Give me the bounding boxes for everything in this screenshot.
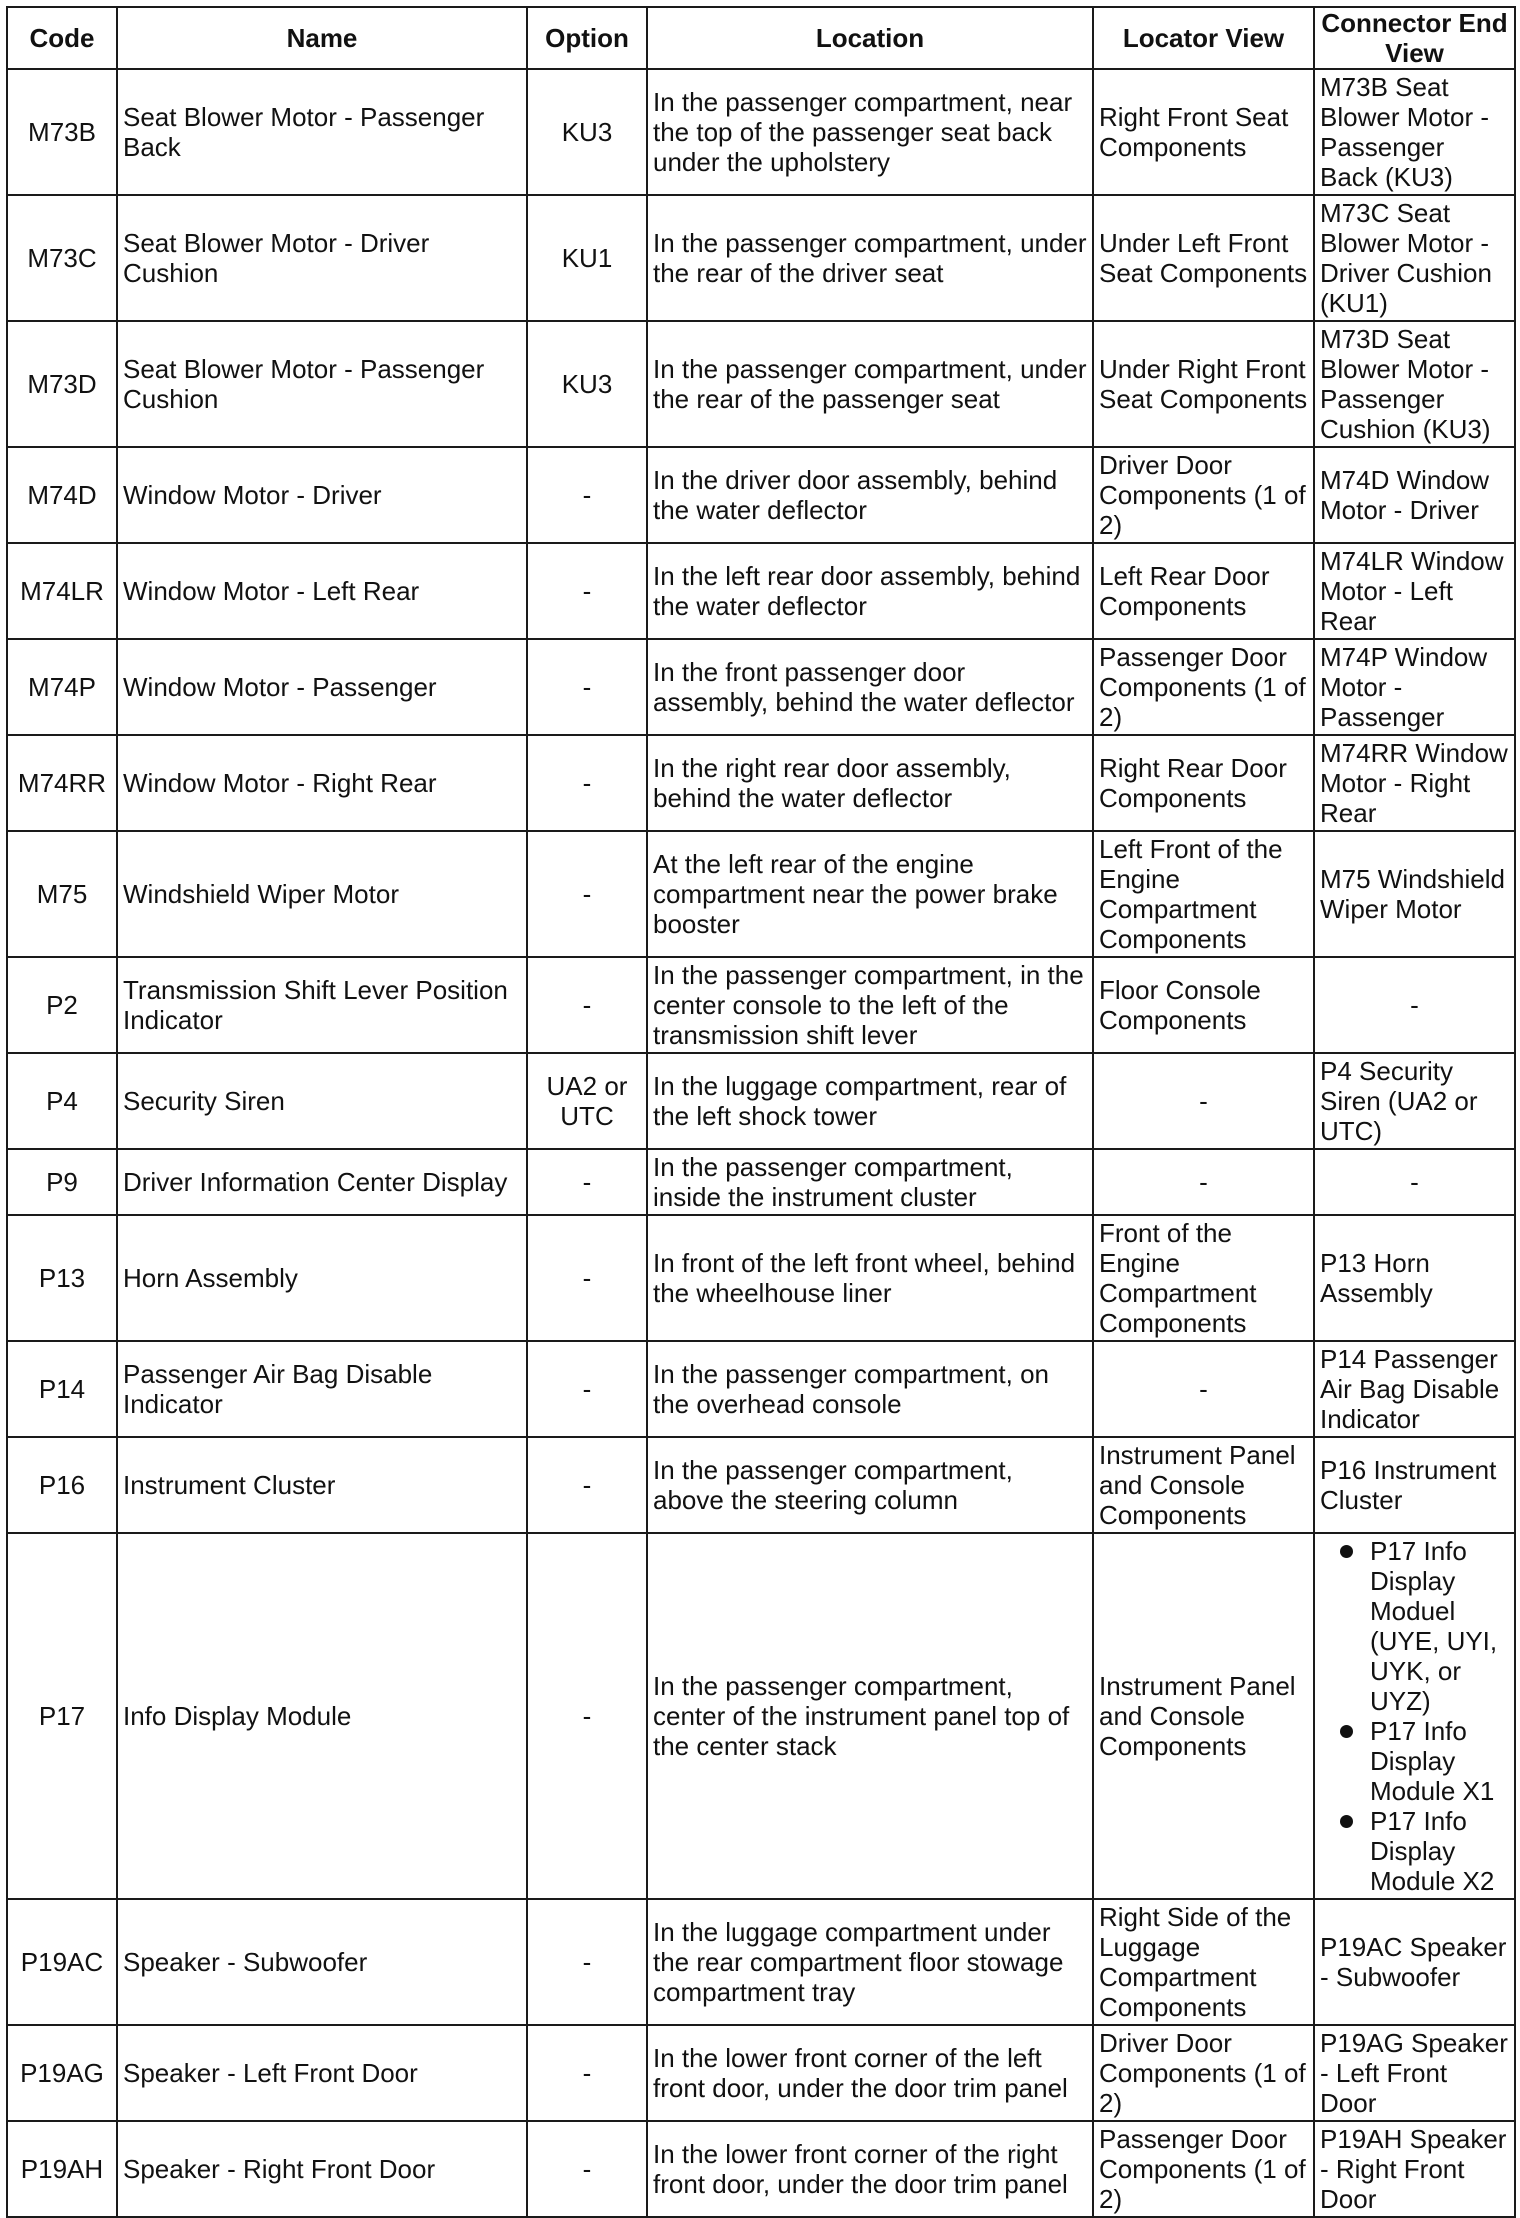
- location-cell: In the passenger compartment, inside the instrument cluster: [647, 1149, 1093, 1215]
- code-cell: M74D: [7, 447, 117, 543]
- table-row: [7, 1899, 1515, 2025]
- code-cell: P2: [7, 957, 117, 1053]
- connector-end-view-cell: M73C Seat Blower Motor - Driver Cushion (KU1): [1314, 195, 1515, 321]
- table-row: [7, 2121, 1515, 2217]
- table-row: [7, 447, 1515, 543]
- connector-end-view-cell: M73B Seat Blower Motor - Passenger Back (KU3): [1314, 69, 1515, 195]
- table-row: [7, 1149, 1515, 1215]
- connector-end-view-cell: -: [1314, 957, 1515, 1053]
- table-row: [7, 2025, 1515, 2121]
- bullet-icon: [1340, 1815, 1353, 1828]
- code-cell: M73B: [7, 69, 117, 195]
- location-cell: In the driver door assembly, behind the water deflector: [647, 447, 1093, 543]
- option-cell: -: [527, 2121, 647, 2217]
- code-cell: M74LR: [7, 543, 117, 639]
- code-cell: P4: [7, 1053, 117, 1149]
- column-header-option: Option: [527, 7, 647, 69]
- code-cell: M74P: [7, 639, 117, 735]
- connector-list-item: [1370, 1716, 1509, 1806]
- code-cell: P13: [7, 1215, 117, 1341]
- name-cell: Seat Blower Motor - Passenger Back: [117, 69, 527, 195]
- table-row: [7, 321, 1515, 447]
- name-cell: Info Display Module: [117, 1533, 527, 1899]
- locator-view-cell: -: [1093, 1149, 1314, 1215]
- connector-end-view-cell: -: [1314, 1149, 1515, 1215]
- table-row: [7, 1533, 1515, 1899]
- code-cell: P17: [7, 1533, 117, 1899]
- option-cell: KU3: [527, 69, 647, 195]
- option-cell: -: [527, 735, 647, 831]
- locator-view-cell: Right Rear Door Components: [1093, 735, 1314, 831]
- connector-end-view-cell: [1314, 1533, 1515, 1899]
- locator-view-cell: Front of the Engine Compartment Components: [1093, 1215, 1314, 1341]
- column-header-code: Code: [7, 7, 117, 69]
- code-cell: M74RR: [7, 735, 117, 831]
- name-cell: Window Motor - Left Rear: [117, 543, 527, 639]
- bullet-icon: [1340, 1545, 1353, 1558]
- location-cell: In front of the left front wheel, behind the wheelhouse liner: [647, 1215, 1093, 1341]
- option-cell: -: [527, 639, 647, 735]
- location-cell: In the lower front corner of the left front door, under the door trim panel: [647, 2025, 1093, 2121]
- code-cell: M73D: [7, 321, 117, 447]
- option-cell: -: [527, 543, 647, 639]
- table-row: [7, 831, 1515, 957]
- option-cell: -: [527, 1533, 647, 1899]
- option-cell: UA2 or UTC: [527, 1053, 647, 1149]
- location-cell: In the passenger compartment, in the center console to the left of the transmission shift lever: [647, 957, 1093, 1053]
- name-cell: Speaker - Subwoofer: [117, 1899, 527, 2025]
- location-cell: In the passenger compartment, above the steering column: [647, 1437, 1093, 1533]
- locator-view-cell: Under Right Front Seat Components: [1093, 321, 1314, 447]
- code-cell: P16: [7, 1437, 117, 1533]
- option-cell: -: [527, 1149, 647, 1215]
- connector-end-view-cell: P16 Instrument Cluster: [1314, 1437, 1515, 1533]
- table-row: [7, 1053, 1515, 1149]
- connector-list: [1320, 1536, 1509, 1896]
- option-cell: KU1: [527, 195, 647, 321]
- table-row: [7, 957, 1515, 1053]
- table-row: [7, 69, 1515, 195]
- locator-view-cell: Floor Console Components: [1093, 957, 1314, 1053]
- name-cell: Window Motor - Driver: [117, 447, 527, 543]
- option-cell: -: [527, 1899, 647, 2025]
- connector-end-view-cell: M74RR Window Motor - Right Rear: [1314, 735, 1515, 831]
- code-cell: P19AH: [7, 2121, 117, 2217]
- table-row: [7, 1215, 1515, 1341]
- header-row: [7, 7, 1515, 69]
- locator-view-cell: Left Front of the Engine Compartment Components: [1093, 831, 1314, 957]
- location-cell: In the luggage compartment under the rear compartment floor stowage compartment tray: [647, 1899, 1093, 2025]
- location-cell: In the passenger compartment, under the rear of the passenger seat: [647, 321, 1093, 447]
- name-cell: Horn Assembly: [117, 1215, 527, 1341]
- name-cell: Driver Information Center Display: [117, 1149, 527, 1215]
- connector-end-view-cell: M74D Window Motor - Driver: [1314, 447, 1515, 543]
- connector-end-view-cell: P19AG Speaker - Left Front Door: [1314, 2025, 1515, 2121]
- locator-view-cell: Right Side of the Luggage Compartment Components: [1093, 1899, 1314, 2025]
- column-header-locator-view: Locator View: [1093, 7, 1314, 69]
- code-cell: P9: [7, 1149, 117, 1215]
- column-header-connector-end-view: Connector End View: [1314, 7, 1515, 69]
- table-row: [7, 1437, 1515, 1533]
- locator-view-cell: -: [1093, 1053, 1314, 1149]
- name-cell: Transmission Shift Lever Position Indicator: [117, 957, 527, 1053]
- connector-list-item: [1370, 1806, 1509, 1896]
- locator-view-cell: Under Left Front Seat Components: [1093, 195, 1314, 321]
- code-cell: M75: [7, 831, 117, 957]
- connector-end-view-cell: M74LR Window Motor - Left Rear: [1314, 543, 1515, 639]
- connector-end-view-cell: P14 Passenger Air Bag Disable Indicator: [1314, 1341, 1515, 1437]
- option-cell: -: [527, 957, 647, 1053]
- option-cell: -: [527, 2025, 647, 2121]
- locator-view-cell: Right Front Seat Components: [1093, 69, 1314, 195]
- connector-end-view-cell: P13 Horn Assembly: [1314, 1215, 1515, 1341]
- locator-view-cell: Left Rear Door Components: [1093, 543, 1314, 639]
- connector-list-text: P17 Info Display Moduel (UYE, UYI, UYK, or UYZ): [1370, 1536, 1498, 1716]
- connector-end-view-cell: M75 Windshield Wiper Motor: [1314, 831, 1515, 957]
- option-cell: -: [527, 1215, 647, 1341]
- location-cell: In the luggage compartment, rear of the left shock tower: [647, 1053, 1093, 1149]
- name-cell: Seat Blower Motor - Driver Cushion: [117, 195, 527, 321]
- name-cell: Window Motor - Passenger: [117, 639, 527, 735]
- option-cell: -: [527, 1341, 647, 1437]
- connector-end-view-cell: M73D Seat Blower Motor - Passenger Cushion (KU3): [1314, 321, 1515, 447]
- component-locator-table: [6, 6, 1516, 2218]
- name-cell: Window Motor - Right Rear: [117, 735, 527, 831]
- option-cell: KU3: [527, 321, 647, 447]
- connector-list-item: [1370, 1536, 1509, 1716]
- table-row: [7, 543, 1515, 639]
- code-cell: P19AC: [7, 1899, 117, 2025]
- connector-end-view-cell: M74P Window Motor - Passenger: [1314, 639, 1515, 735]
- locator-view-cell: -: [1093, 1341, 1314, 1437]
- connector-end-view-cell: P19AH Speaker - Right Front Door: [1314, 2121, 1515, 2217]
- locator-view-cell: Instrument Panel and Console Components: [1093, 1437, 1314, 1533]
- location-cell: In the passenger compartment, center of the instrument panel top of the center stack: [647, 1533, 1093, 1899]
- location-cell: In the lower front corner of the right front door, under the door trim panel: [647, 2121, 1093, 2217]
- name-cell: Passenger Air Bag Disable Indicator: [117, 1341, 527, 1437]
- location-cell: In the passenger compartment, under the rear of the driver seat: [647, 195, 1093, 321]
- code-cell: M73C: [7, 195, 117, 321]
- locator-view-cell: Passenger Door Components (1 of 2): [1093, 2121, 1314, 2217]
- option-cell: -: [527, 831, 647, 957]
- column-header-location: Location: [647, 7, 1093, 69]
- bullet-icon: [1340, 1725, 1353, 1738]
- code-cell: P19AG: [7, 2025, 117, 2121]
- location-cell: In the left rear door assembly, behind the water deflector: [647, 543, 1093, 639]
- column-header-name: Name: [117, 7, 527, 69]
- name-cell: Windshield Wiper Motor: [117, 831, 527, 957]
- locator-view-cell: Driver Door Components (1 of 2): [1093, 447, 1314, 543]
- name-cell: Speaker - Left Front Door: [117, 2025, 527, 2121]
- location-cell: In the right rear door assembly, behind the water deflector: [647, 735, 1093, 831]
- name-cell: Security Siren: [117, 1053, 527, 1149]
- name-cell: Speaker - Right Front Door: [117, 2121, 527, 2217]
- connector-end-view-cell: P19AC Speaker - Subwoofer: [1314, 1899, 1515, 2025]
- connector-end-view-cell: P4 Security Siren (UA2 or UTC): [1314, 1053, 1515, 1149]
- name-cell: Instrument Cluster: [117, 1437, 527, 1533]
- name-cell: Seat Blower Motor - Passenger Cushion: [117, 321, 527, 447]
- locator-view-cell: Instrument Panel and Console Components: [1093, 1533, 1314, 1899]
- option-cell: -: [527, 1437, 647, 1533]
- code-cell: P14: [7, 1341, 117, 1437]
- location-cell: At the left rear of the engine compartment near the power brake booster: [647, 831, 1093, 957]
- table-row: [7, 639, 1515, 735]
- table-row: [7, 1341, 1515, 1437]
- connector-list-text: P17 Info Display Module X2: [1370, 1806, 1495, 1896]
- location-cell: In the passenger compartment, on the overhead console: [647, 1341, 1093, 1437]
- option-cell: -: [527, 447, 647, 543]
- location-cell: In the front passenger door assembly, behind the water deflector: [647, 639, 1093, 735]
- table-row: [7, 735, 1515, 831]
- locator-view-cell: Driver Door Components (1 of 2): [1093, 2025, 1314, 2121]
- location-cell: In the passenger compartment, near the top of the passenger seat back under the upholstery: [647, 69, 1093, 195]
- locator-view-cell: Passenger Door Components (1 of 2): [1093, 639, 1314, 735]
- table-row: [7, 195, 1515, 321]
- connector-list-text: P17 Info Display Module X1: [1370, 1716, 1495, 1806]
